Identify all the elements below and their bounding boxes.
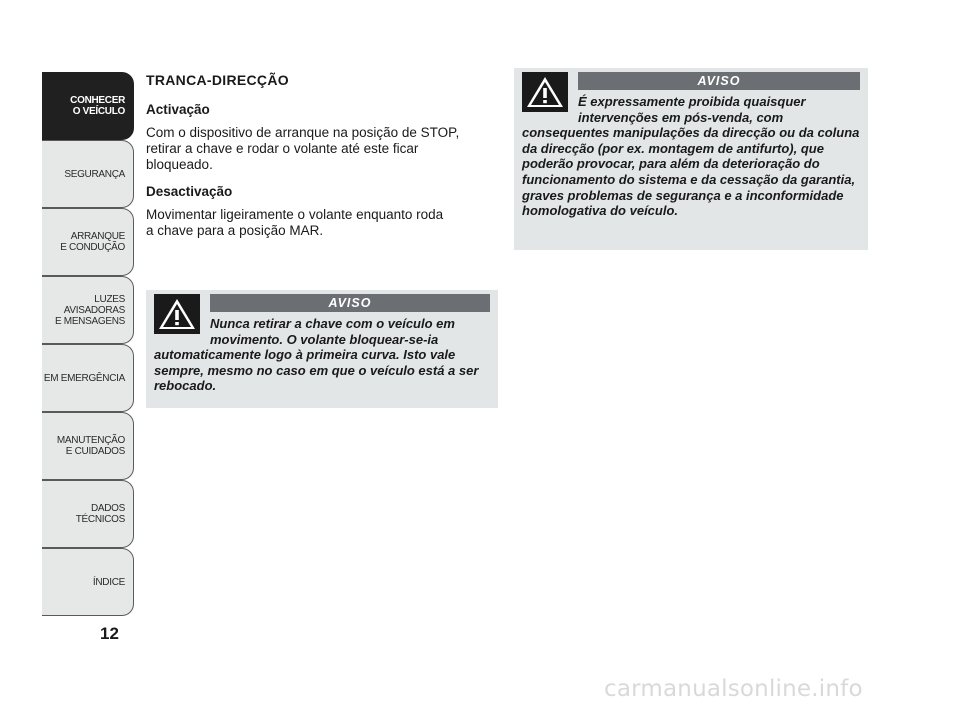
tab-luzes-avisadoras[interactable] [42,276,134,344]
warning-text: É expressamente proibida quaisquer intervenções em pós-venda, com consequentes manipulações da direcção ou da coluna da direcção (por ex. montagem de antifurto), que poderão provocar, para além da deterioração do funcionamento do sistema e da cessação da garantia, graves problemas de segurança e a inconformidade homologativa do veículo. [522,94,860,219]
tab-label: LUZES AVISADORAS E MENSAGENS [54,293,125,327]
tab-arranque-e-conducao[interactable] [42,208,134,276]
warning-box-steering-modification [514,68,868,250]
tab-label: EM EMERGÊNCIA [43,372,125,384]
warning-text: Nunca retirar a chave com o veículo em movimento. O volante bloquear-se-ia automaticamente logo à primeira curva. Isto vale sempre, mesmo no caso em que o veículo está a ser rebocado. [154,316,479,394]
warning-box-key-removal [146,290,498,408]
tab-manutencao[interactable] [42,412,134,480]
chapter-tabs [42,72,134,616]
tab-seguranca[interactable] [42,140,134,208]
watermark: carmanualsonline.info [604,676,863,702]
tab-conhecer-o-veiculo[interactable] [42,72,134,140]
section-title: TRANCA-DIRECÇÃO [146,72,289,88]
tab-label: ARRANQUE E CONDUÇÃO [60,231,125,253]
activation-text: Com o dispositivo de arranque na posição de STOP, retirar a chave e rodar o volante até este ficar bloqueado. [146,125,460,172]
tab-dados-tecnicos[interactable] [42,480,134,548]
activation-heading: Activação [146,102,210,117]
tab-em-emergencia[interactable] [42,344,134,412]
main-content [146,72,486,250]
tab-label: MANUTENÇÃO E CUIDADOS [56,435,125,457]
deactivation-text: Movimentar ligeiramente o volante enquanto roda a chave para a posição MAR. [146,207,444,238]
deactivation-heading: Desactivação [146,184,233,199]
warning-heading: AVISO [210,294,490,312]
tab-label: DADOS TÉCNICOS [75,503,125,525]
warning-heading: AVISO [578,72,860,90]
warning-triangle-icon [522,72,568,112]
page-number: 12 [100,624,119,643]
tab-label: ÍNDICE [92,576,125,588]
tab-indice[interactable] [42,548,134,616]
tab-label: CONHECER O VEÍCULO [70,95,125,117]
tab-label: SEGURANÇA [64,168,125,180]
warning-triangle-icon [154,294,200,334]
